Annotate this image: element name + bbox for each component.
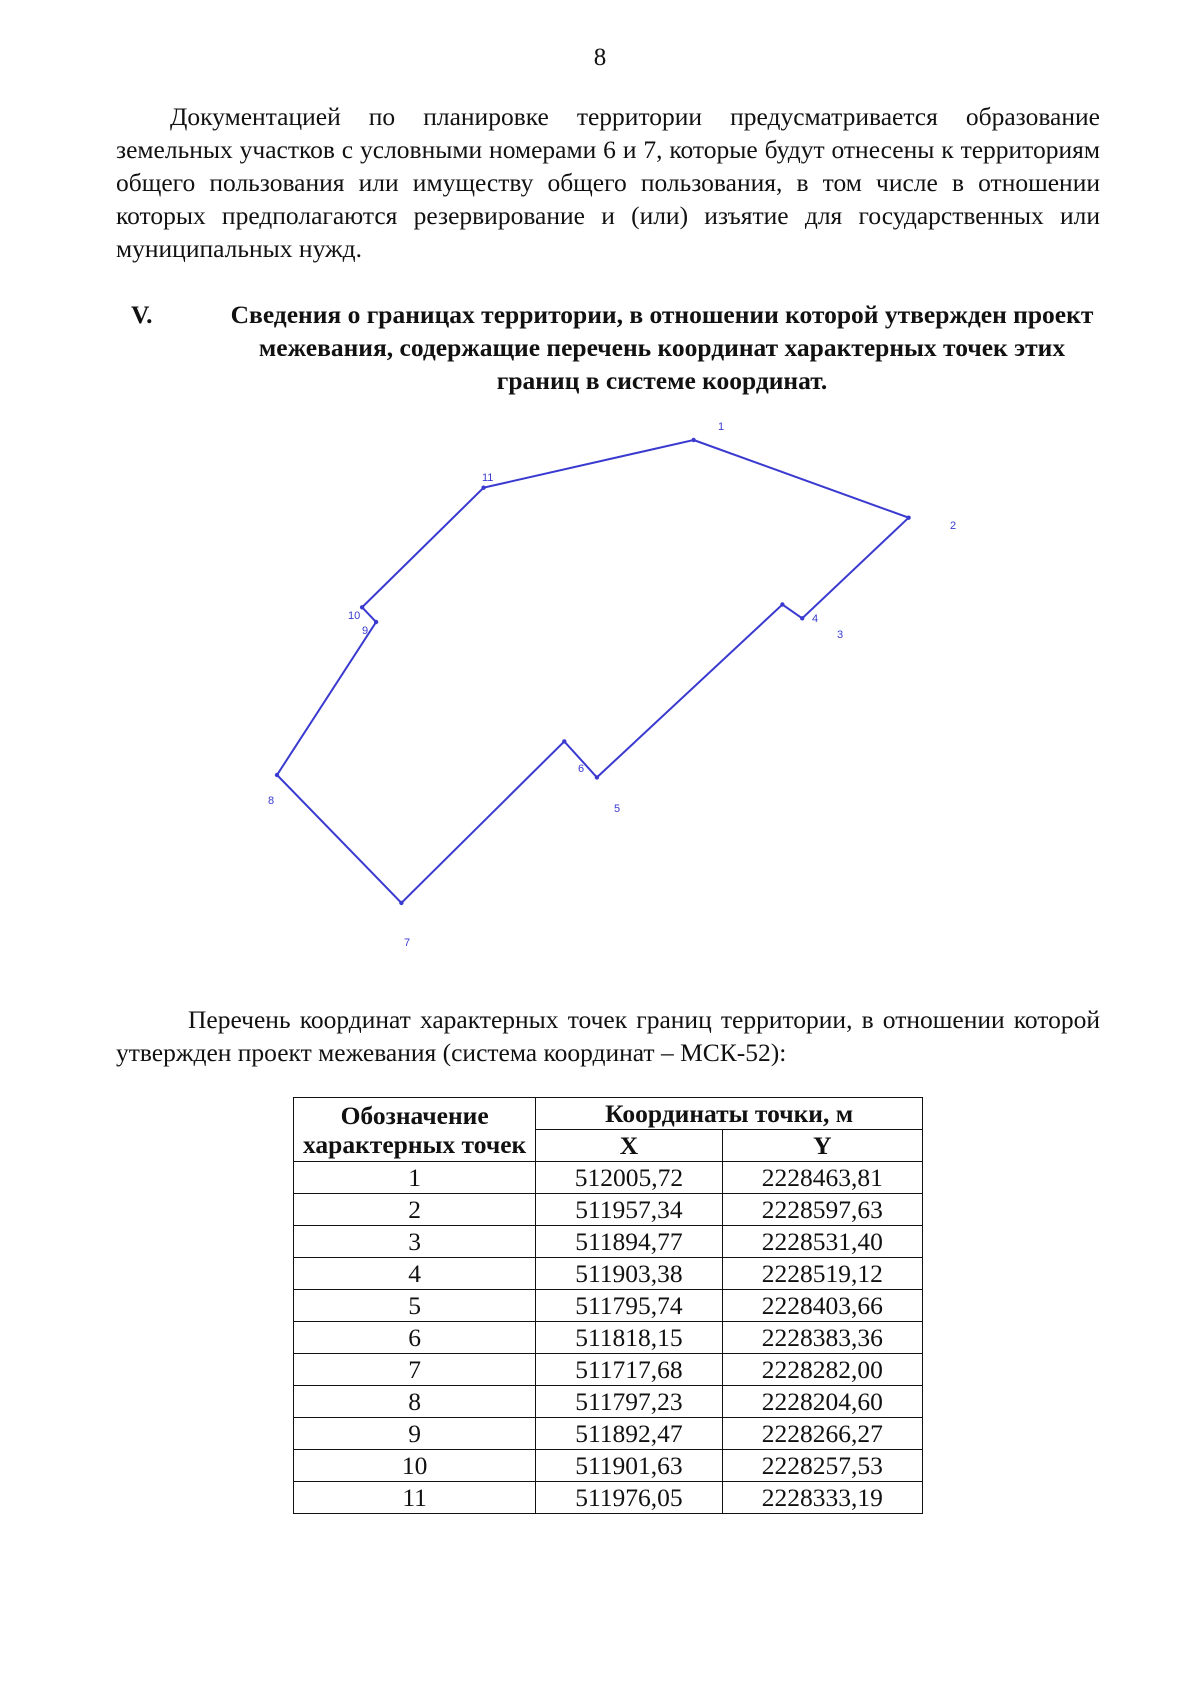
cell-point: 11 [294, 1482, 536, 1514]
point-label-2: 2 [950, 520, 957, 532]
point-label-3: 3 [837, 629, 844, 641]
coords-intro-paragraph: Перечень координат характерных точек границ территории, в отношении которой утвержден проект межевания (система координат – МСК-52): [116, 1005, 1100, 1067]
cell-point: 5 [294, 1290, 536, 1322]
point-label-4: 4 [812, 613, 819, 625]
cell-x: 511717,68 [536, 1354, 722, 1386]
boundary-point-7 [399, 901, 403, 905]
boundary-point-3 [800, 616, 804, 620]
cell-y: 2228257,53 [722, 1450, 922, 1482]
cell-y: 2228531,40 [722, 1226, 922, 1258]
coordinates-table [293, 1097, 923, 1514]
table-row [294, 1418, 923, 1450]
cell-x: 511894,77 [536, 1226, 722, 1258]
cell-y: 2228597,63 [722, 1194, 922, 1226]
cell-x: 511976,05 [536, 1482, 722, 1514]
coordinates-body [294, 1162, 923, 1514]
point-label-10: 10 [348, 610, 361, 622]
table-row [294, 1258, 923, 1290]
point-label-11: 11 [482, 472, 494, 484]
cell-point: 1 [294, 1162, 536, 1194]
cell-point: 2 [294, 1194, 536, 1226]
cell-x: 511903,38 [536, 1258, 722, 1290]
cell-point: 6 [294, 1322, 536, 1354]
table-row [294, 1226, 923, 1258]
cell-x: 511957,34 [536, 1194, 722, 1226]
point-label-6: 6 [578, 763, 585, 775]
cell-point: 4 [294, 1258, 536, 1290]
cell-x: 511892,47 [536, 1418, 722, 1450]
table-row [294, 1386, 923, 1418]
boundary-point-4 [780, 602, 784, 606]
header-coords: Координаты точки, м [536, 1098, 923, 1130]
point-label-8: 8 [268, 795, 275, 807]
cell-y: 2228403,66 [722, 1290, 922, 1322]
header-point: Обозначение характерных точек [294, 1098, 536, 1162]
cell-x: 511901,63 [536, 1450, 722, 1482]
table-row [294, 1482, 923, 1514]
cell-x: 512005,72 [536, 1162, 722, 1194]
boundary-point-11 [481, 486, 485, 490]
boundary-point-8 [275, 773, 279, 777]
cell-point: 9 [294, 1418, 536, 1450]
table-row [294, 1450, 923, 1482]
table-row [294, 1322, 923, 1354]
boundary-point-1 [691, 438, 695, 442]
section-title: Сведения о границах территории, в отношении которой утвержден проект межевания, содержащие перечень координат характерных точек этих границ в системе координат. [230, 300, 1094, 395]
boundary-point-10 [360, 605, 364, 609]
cell-point: 8 [294, 1386, 536, 1418]
cell-y: 2228266,27 [722, 1418, 922, 1450]
table-row [294, 1162, 923, 1194]
cell-y: 2228204,60 [722, 1386, 922, 1418]
section-number: V. [131, 300, 153, 329]
cell-y: 2228519,12 [722, 1258, 922, 1290]
table-row [294, 1194, 923, 1226]
header-y: Y [722, 1130, 922, 1162]
point-label-9: 9 [362, 625, 369, 637]
table-row [294, 1290, 923, 1322]
boundary-polygon [277, 440, 909, 903]
table-row [294, 1354, 923, 1386]
boundary-point-2 [906, 516, 910, 520]
intro-paragraph: Документацией по планировке территории предусматривается образование земельных участков с условными номерами 6 и 7, которые будут отнесены к территориям общего пользования или имуществу общего пользования, в том числе в отношении которых предполагаются резервирование и (или) изъятие для государственных или муниципальных нужд. [116, 102, 1100, 263]
cell-x: 511818,15 [536, 1322, 722, 1354]
boundary-point-6 [562, 739, 566, 743]
cell-x: 511797,23 [536, 1386, 722, 1418]
page-number: 8 [593, 44, 607, 71]
cell-y: 2228282,00 [722, 1354, 922, 1386]
boundary-point-5 [595, 775, 599, 779]
cell-point: 10 [294, 1450, 536, 1482]
cell-x: 511795,74 [536, 1290, 722, 1322]
cell-point: 7 [294, 1354, 536, 1386]
point-label-7: 7 [404, 937, 411, 949]
cell-point: 3 [294, 1226, 536, 1258]
cell-y: 2228333,19 [722, 1482, 922, 1514]
cell-y: 2228383,36 [722, 1322, 922, 1354]
cell-y: 2228463,81 [722, 1162, 922, 1194]
header-x: X [536, 1130, 722, 1162]
point-label-5: 5 [614, 803, 621, 815]
point-label-1: 1 [718, 421, 725, 433]
boundary-point-9 [374, 620, 378, 624]
